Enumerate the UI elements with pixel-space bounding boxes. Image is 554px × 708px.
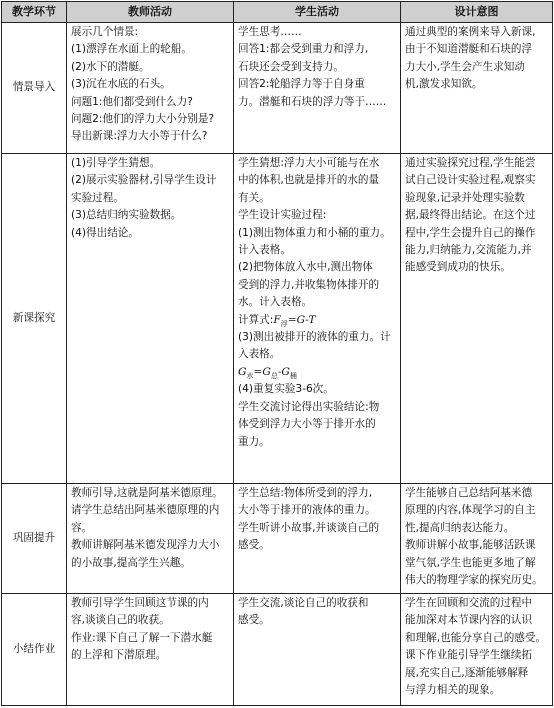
text-line: 的小故事,提高学生兴趣。 xyxy=(71,556,191,569)
student-cell xyxy=(234,23,401,154)
text-line: 大小等于排开的液体的重力。 xyxy=(238,504,376,517)
formula-subscript: 浮 xyxy=(280,319,288,328)
text-line: 能加深对本节课内容的认识 xyxy=(405,614,533,627)
formula-minus: -G xyxy=(277,365,290,378)
buoyancy-formula xyxy=(238,312,396,329)
lesson-plan-table xyxy=(1,1,553,706)
formula-symbol-f: F xyxy=(273,313,281,326)
text-line: (2)水下的潜艇。 xyxy=(71,60,150,73)
text-line: (1)漂浮在水面上的轮船。 xyxy=(71,43,192,56)
text-line: 学生交流讨论得出实验结论:物 xyxy=(238,400,380,413)
text-line: 学生总结:物体所受到的浮力, xyxy=(238,487,373,499)
formula-rest: =G-T xyxy=(287,313,316,326)
text-line: 计入表格。 xyxy=(238,244,291,257)
student-cell xyxy=(234,594,401,706)
text-line: (4)得出结论。 xyxy=(71,226,139,239)
text-line: 入表格。 xyxy=(238,348,281,361)
text-line: 课下作业能引导学生继续拓 xyxy=(405,649,533,662)
text-line: 性,提高归纳表达能力。 xyxy=(405,521,515,534)
text-line: 由于不知道潜艇和石块的浮 xyxy=(405,43,533,56)
text-line: (3)总结归纳实验数据。 xyxy=(71,209,182,222)
formula-subscript: 水 xyxy=(246,371,254,380)
teacher-cell xyxy=(67,154,234,484)
teacher-cell xyxy=(67,23,234,154)
student-cell xyxy=(234,484,401,594)
text-line: 容,谈谈自己的收获。 xyxy=(71,614,170,627)
header-teacher-activity: 教师活动 xyxy=(67,2,234,23)
text-line: 学生听讲小故事,并谈谈自己的 xyxy=(238,521,380,534)
text-line: 受到的浮力,并收集物体排开的 xyxy=(238,278,380,291)
text-line: 问题1:他们都受到什么力? xyxy=(71,95,193,108)
header-stage: 教学环节 xyxy=(2,2,67,23)
design-cell xyxy=(401,594,553,706)
text-line: 教师引导,这就是阿基米德原理。 xyxy=(71,487,223,499)
text-line: 问题2:他们的浮力大小分别是? xyxy=(71,113,215,126)
design-cell xyxy=(401,484,553,594)
text-line: 的上浮和下潜原理。 xyxy=(71,649,167,662)
text-line: 学生能够自己总结阿基米德 xyxy=(405,487,533,499)
text-line: 水。计入表格。 xyxy=(238,296,313,309)
text-line: 作业:课下自己了解一下潜水艇 xyxy=(71,631,213,644)
text-line: 回答1:都会受到重力和浮力, xyxy=(238,43,369,56)
text-line: 展,充实自己,逐渐能够解释 xyxy=(405,666,529,679)
teacher-cell xyxy=(67,484,234,594)
text-line: 有关。 xyxy=(238,191,270,204)
text-line: 体受到浮力大小等于排开水的 xyxy=(238,418,376,431)
text-line: 教师讲解阿基米德发现浮力大小 xyxy=(71,539,220,552)
table-row-consolidate xyxy=(2,484,553,594)
text-line: 能感受到成功的快乐。 xyxy=(405,261,511,274)
text-line: 学生交流,谈论自己的收获和 xyxy=(238,597,369,609)
student-cell xyxy=(234,154,401,484)
formula-subscript: 总 xyxy=(270,371,278,380)
text-line: 机,激发求知欲。 xyxy=(405,78,483,91)
text-line: 能力,归纳能力,交流能力,并 xyxy=(405,244,532,257)
text-line: (3)沉在水底的石头。 xyxy=(71,78,171,91)
formula-symbol-g: G xyxy=(238,365,247,378)
header-row xyxy=(2,2,553,23)
text-line: 感受。 xyxy=(238,539,270,552)
stage-cell: 小结作业 xyxy=(2,594,67,706)
text-line: 实验过程。 xyxy=(71,191,124,204)
text-line: 教师引导学生回顾这节课的内 xyxy=(71,597,209,609)
text-line: 学生猜想:浮力大小可能与在水 xyxy=(238,157,380,169)
text-line: 导出新课:浮力大小等于什么? xyxy=(71,130,208,143)
text-line: 验现象,记录并处理实验数 xyxy=(405,191,525,204)
text-line: 和理解,也能分享自己的感受。 xyxy=(405,631,547,644)
text-line: 伟大的物理学家的探究历史。 xyxy=(405,574,543,587)
text-line: 据,最终得出结论。在这个过 xyxy=(405,209,536,222)
text-line: (3)测出被排开的液体的重力。计 xyxy=(238,331,391,344)
text-line: 回答2:轮船浮力等于自身重 xyxy=(238,78,365,91)
text-line: 通过典型的案例来导入新课, xyxy=(405,26,536,38)
text-line: 展示几个情景: xyxy=(71,26,139,38)
text-line: (4)重复实验3-6次。 xyxy=(238,383,334,396)
text-line: 请学生总结出阿基米德原理的内 xyxy=(71,504,220,517)
text-line: (1)引导学生猜想。 xyxy=(71,157,161,169)
text-line: (2)把物体放入水中,测出物体 xyxy=(238,261,373,274)
header-student-activity: 学生活动 xyxy=(234,2,401,23)
text-line: 与浮力相关的现象。 xyxy=(405,684,501,697)
water-weight-formula xyxy=(238,364,396,381)
design-cell xyxy=(401,154,553,484)
table-row-explore xyxy=(2,154,553,484)
text-line: 学生思考…… xyxy=(238,26,302,38)
text-line: 教师讲解小故事,能够活跃课 xyxy=(405,539,536,552)
table-row-intro xyxy=(2,23,553,154)
text-line: 学生设计实验过程: xyxy=(238,209,327,222)
design-cell xyxy=(401,23,553,154)
text-line: 通过实验探究过程,学生能尝 xyxy=(405,157,536,169)
text-line: 程中,学生会提升自己的操作 xyxy=(405,226,536,239)
teacher-cell xyxy=(67,594,234,706)
text-line: 感受。 xyxy=(238,614,270,627)
stage-cell: 巩固提升 xyxy=(2,484,67,594)
text-line: 学生在回顾和交流的过程中 xyxy=(405,597,533,609)
text-line: 中的体积,也就是排开的水的量 xyxy=(238,174,380,187)
formula-equals: =G xyxy=(253,365,271,378)
stage-cell: 情景导入 xyxy=(2,23,67,154)
table-row-summary xyxy=(2,594,553,706)
text-line: 容。 xyxy=(71,521,93,534)
formula-subscript: 桶 xyxy=(289,371,297,380)
text-line: 力。潜艇和石块的浮力等于…… xyxy=(238,95,387,108)
text-line: 石块还会受到支持力。 xyxy=(238,60,344,73)
text-line: 力大小,学生会产生求知动 xyxy=(405,60,525,73)
header-design-intent: 设计意图 xyxy=(401,2,553,23)
text-line: 试自己设计实验过程,观察实 xyxy=(405,174,536,187)
text-line: 重力。 xyxy=(238,435,270,448)
text-line: (2)展示实验器材,引导学生设计 xyxy=(71,174,217,187)
text-line: (1)测出物体重力和小桶的重力。 xyxy=(238,226,391,239)
stage-cell: 新课探究 xyxy=(2,154,67,484)
text-line: 堂气氛,学生也能更多地了解 xyxy=(405,556,536,569)
formula-prefix: 计算式: xyxy=(238,313,274,326)
text-line: 原理的内容,体现学习的自主 xyxy=(405,504,536,517)
